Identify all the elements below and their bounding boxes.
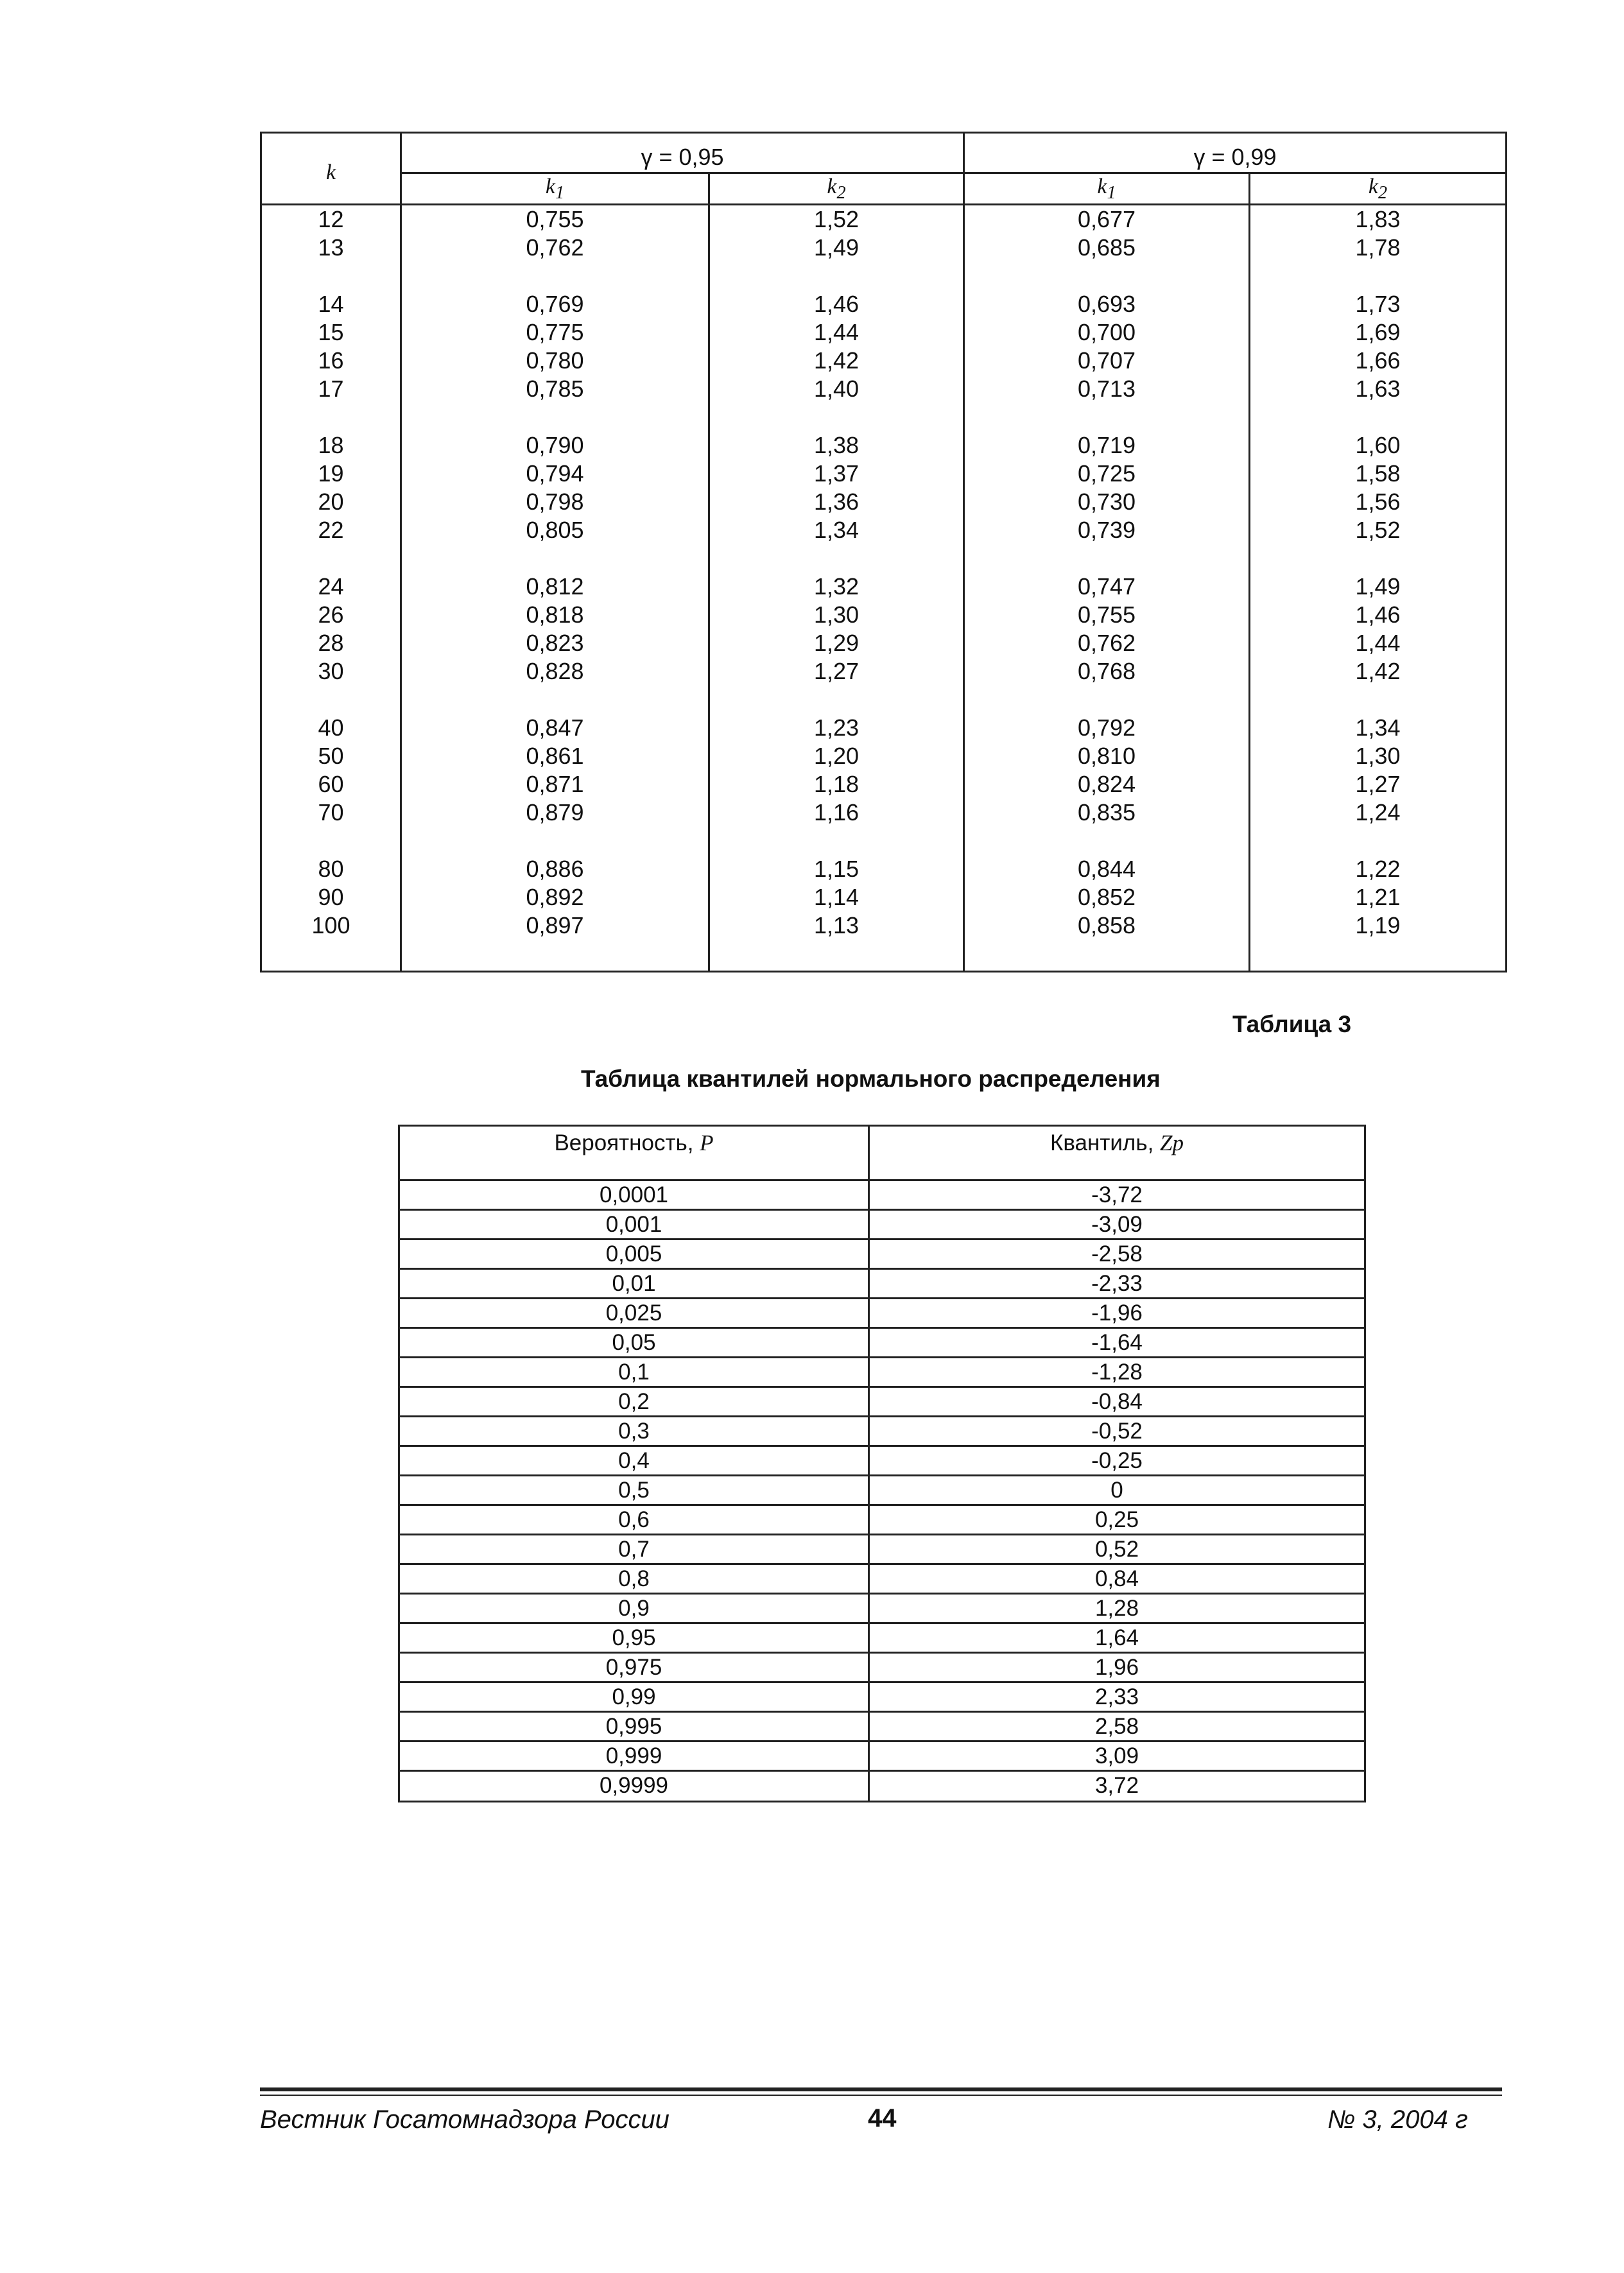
k2-095-value: 1,29 <box>709 629 964 657</box>
page-number: 44 <box>868 2104 897 2132</box>
k2-095-value: 1,38 <box>709 403 964 460</box>
k2-header-099: $k_2$ <box>1250 173 1507 205</box>
footer-rule-thick <box>260 2087 1502 2091</box>
k-value: 26 <box>318 601 344 628</box>
k1-099-value: 0,677 <box>964 204 1250 234</box>
k2-099-value: 1,69 <box>1250 318 1507 347</box>
k-value: 18 <box>318 431 344 458</box>
table-row <box>399 1358 1365 1387</box>
k2-099-value: 1,24 <box>1250 799 1507 827</box>
table-row <box>399 1741 1365 1771</box>
probability-value: 0,9 <box>399 1594 869 1623</box>
k2-095-value: 1,16 <box>709 799 964 827</box>
probability-value: 0,995 <box>399 1712 869 1741</box>
table-row <box>261 657 1507 686</box>
footer-journal-name: Вестник Госатомнадзора России <box>260 2105 669 2134</box>
table-row <box>399 1299 1365 1328</box>
table-row <box>399 1771 1365 1802</box>
k-value: 20 <box>318 488 344 515</box>
k1-099-value: 0,730 <box>964 488 1250 516</box>
probability-header: Вероятность, P <box>399 1126 869 1180</box>
k-value: 15 <box>318 318 344 345</box>
table-row <box>399 1712 1365 1741</box>
k2-099-value: 1,63 <box>1250 375 1507 403</box>
gamma-099-header: γ = 0,99 <box>964 133 1507 173</box>
k-value: 28 <box>318 629 344 656</box>
footer-issue: № 3, 2004 г <box>1327 2105 1468 2134</box>
quantile-value: -3,09 <box>869 1210 1365 1240</box>
quantile-value: -3,72 <box>869 1180 1365 1210</box>
k2-099-value: 1,58 <box>1250 460 1507 488</box>
k2-095-value: 1,27 <box>709 657 964 686</box>
quantile-value: 2,33 <box>869 1682 1365 1712</box>
table-row <box>261 347 1507 375</box>
k2-099-value: 1,73 <box>1250 262 1507 318</box>
k2-099-value: 1,60 <box>1250 403 1507 460</box>
quantile-value: 1,96 <box>869 1653 1365 1682</box>
quantile-value: 3,09 <box>869 1741 1365 1771</box>
table-row <box>399 1328 1365 1358</box>
k-value: 100 <box>311 912 350 938</box>
k-value: 60 <box>318 770 344 797</box>
table-row <box>399 1417 1365 1446</box>
k-value: 70 <box>318 799 344 825</box>
table-row <box>399 1387 1365 1417</box>
table-row <box>261 544 1507 601</box>
probability-value: 0,9999 <box>599 1773 669 1798</box>
table-row <box>261 601 1507 629</box>
k2-095-value: 1,32 <box>709 544 964 601</box>
table-row <box>261 742 1507 770</box>
k2-099-value: 1,22 <box>1250 827 1507 883</box>
table-row <box>261 318 1507 347</box>
k-value: 50 <box>318 742 344 769</box>
table-row <box>261 629 1507 657</box>
table-row <box>261 488 1507 516</box>
k2-095-value: 1,13 <box>709 912 964 972</box>
table-row <box>261 234 1507 262</box>
k2-095-value: 1,18 <box>709 770 964 799</box>
k1-095-value: 0,775 <box>401 318 709 347</box>
quantile-table-body <box>399 1180 1365 1802</box>
probability-value: 0,0001 <box>399 1180 869 1210</box>
k1-099-value: 0,713 <box>964 375 1250 403</box>
quantile-value: -1,96 <box>869 1299 1365 1328</box>
k2-099-value: 1,83 <box>1250 204 1507 234</box>
k2-095-value: 1,46 <box>709 262 964 318</box>
k2-099-value: 1,49 <box>1250 544 1507 601</box>
k1-099-value: 0,700 <box>964 318 1250 347</box>
k2-095-value: 1,49 <box>709 234 964 262</box>
k1-095-value: 0,871 <box>401 770 709 799</box>
k1-099-value: 0,747 <box>964 544 1250 601</box>
k2-095-value: 1,20 <box>709 742 964 770</box>
k-value: 17 <box>318 375 344 402</box>
quantile-value: -2,58 <box>869 1240 1365 1269</box>
k2-095-value: 1,15 <box>709 827 964 883</box>
probability-value: 0,6 <box>399 1505 869 1535</box>
k2-095-value: 1,42 <box>709 347 964 375</box>
coefficients-table-body <box>261 204 1507 971</box>
k1-095-value: 0,769 <box>401 262 709 318</box>
k1-header-095: $k_1$ <box>401 173 709 205</box>
quantile-table <box>398 1125 1366 1802</box>
k1-099-value: 0,762 <box>964 629 1250 657</box>
quantile-value: 0,25 <box>869 1505 1365 1535</box>
k-value: 24 <box>318 573 344 600</box>
k2-095-value: 1,30 <box>709 601 964 629</box>
table-row <box>399 1476 1365 1505</box>
probability-value: 0,3 <box>399 1417 869 1446</box>
table-row <box>399 1653 1365 1682</box>
footer-rule-thin <box>260 2095 1502 2096</box>
table-row <box>399 1594 1365 1623</box>
k2-095-value: 1,36 <box>709 488 964 516</box>
quantile-value: 3,72 <box>869 1771 1365 1802</box>
k2-099-value: 1,34 <box>1250 686 1507 742</box>
k2-095-value: 1,52 <box>709 204 964 234</box>
quantile-value: -0,84 <box>869 1387 1365 1417</box>
table-row <box>261 799 1507 827</box>
table-row <box>399 1240 1365 1269</box>
quantile-value: 2,58 <box>869 1712 1365 1741</box>
k2-099-value: 1,44 <box>1250 629 1507 657</box>
probability-value: 0,05 <box>399 1328 869 1358</box>
table-row <box>399 1564 1365 1594</box>
k1-099-value: 0,858 <box>964 912 1250 972</box>
quantile-value: -1,28 <box>869 1358 1365 1387</box>
probability-value: 0,99 <box>399 1682 869 1712</box>
k1-095-value: 0,812 <box>401 544 709 601</box>
table-row <box>261 460 1507 488</box>
table-row <box>261 770 1507 799</box>
table-row <box>399 1535 1365 1564</box>
k1-095-value: 0,755 <box>401 204 709 234</box>
k-value: 12 <box>318 205 344 232</box>
k1-099-value: 0,852 <box>964 883 1250 912</box>
k1-header-099: $k_1$ <box>964 173 1250 205</box>
quantile-value: 1,64 <box>869 1623 1365 1653</box>
k2-099-value: 1,21 <box>1250 883 1507 912</box>
k1-095-value: 0,823 <box>401 629 709 657</box>
k2-099-value: 1,66 <box>1250 347 1507 375</box>
k1-095-value: 0,818 <box>401 601 709 629</box>
k1-099-value: 0,693 <box>964 262 1250 318</box>
quantile-value: 0 <box>869 1476 1365 1505</box>
k-value: 80 <box>318 855 344 882</box>
table-number: Таблица 3 <box>1232 1011 1352 1037</box>
k2-099-value: 1,19 <box>1250 912 1507 972</box>
probability-value: 0,975 <box>399 1653 869 1682</box>
k2-095-value: 1,40 <box>709 375 964 403</box>
k1-095-value: 0,790 <box>401 403 709 460</box>
k1-099-value: 0,824 <box>964 770 1250 799</box>
probability-value: 0,95 <box>399 1623 869 1653</box>
table-title: Таблица квантилей нормального распределения <box>581 1066 1161 1092</box>
k1-095-value: 0,785 <box>401 375 709 403</box>
table-row <box>399 1269 1365 1299</box>
table-row <box>261 262 1507 318</box>
k2-095-value: 1,23 <box>709 686 964 742</box>
k1-099-value: 0,755 <box>964 601 1250 629</box>
table-row <box>399 1505 1365 1535</box>
k-value: 16 <box>318 347 344 374</box>
k1-095-value: 0,780 <box>401 347 709 375</box>
k1-099-value: 0,844 <box>964 827 1250 883</box>
table-row <box>261 516 1507 544</box>
k2-099-value: 1,42 <box>1250 657 1507 686</box>
table-row <box>261 375 1507 403</box>
probability-value: 0,01 <box>399 1269 869 1299</box>
probability-value: 0,2 <box>399 1387 869 1417</box>
quantile-value: -1,64 <box>869 1328 1365 1358</box>
k-value: 13 <box>318 234 344 261</box>
quantile-value: -2,33 <box>869 1269 1365 1299</box>
k-value: 90 <box>318 883 344 910</box>
table-row <box>261 686 1507 742</box>
k1-095-value: 0,897 <box>401 912 709 972</box>
quantile-value: -0,25 <box>869 1446 1365 1476</box>
table-row <box>261 403 1507 460</box>
probability-value: 0,5 <box>399 1476 869 1505</box>
k-value: 19 <box>318 460 344 487</box>
table-row <box>261 883 1507 912</box>
k2-099-value: 1,56 <box>1250 488 1507 516</box>
k1-099-value: 0,835 <box>964 799 1250 827</box>
k-value: 40 <box>318 714 344 741</box>
k1-099-value: 0,739 <box>964 516 1250 544</box>
k1-095-value: 0,886 <box>401 827 709 883</box>
table-row <box>399 1623 1365 1653</box>
k1-099-value: 0,810 <box>964 742 1250 770</box>
k2-095-value: 1,14 <box>709 883 964 912</box>
k2-095-value: 1,37 <box>709 460 964 488</box>
probability-value: 0,8 <box>399 1564 869 1594</box>
k1-099-value: 0,707 <box>964 347 1250 375</box>
k2-095-value: 1,44 <box>709 318 964 347</box>
probability-value: 0,999 <box>399 1741 869 1771</box>
k1-099-value: 0,725 <box>964 460 1250 488</box>
k1-095-value: 0,828 <box>401 657 709 686</box>
k1-095-value: 0,805 <box>401 516 709 544</box>
k2-099-value: 1,52 <box>1250 516 1507 544</box>
k2-099-value: 1,30 <box>1250 742 1507 770</box>
k2-header-095: $k_2$ <box>709 173 964 205</box>
probability-value: 0,1 <box>399 1358 869 1387</box>
k1-095-value: 0,794 <box>401 460 709 488</box>
probability-value: 0,025 <box>399 1299 869 1328</box>
k2-099-value: 1,78 <box>1250 234 1507 262</box>
k-value: 30 <box>318 657 344 684</box>
coefficients-table <box>260 132 1507 972</box>
gamma-095-header: γ = 0,95 <box>401 133 964 173</box>
k1-099-value: 0,685 <box>964 234 1250 262</box>
k1-095-value: 0,847 <box>401 686 709 742</box>
k2-099-value: 1,27 <box>1250 770 1507 799</box>
probability-value: 0,7 <box>399 1535 869 1564</box>
table-row <box>399 1210 1365 1240</box>
quantile-value: 0,84 <box>869 1564 1365 1594</box>
k-value: 22 <box>318 516 344 543</box>
table-row <box>399 1682 1365 1712</box>
k1-099-value: 0,719 <box>964 403 1250 460</box>
quantile-header: Квантиль, Zp <box>869 1126 1365 1180</box>
k1-099-value: 0,768 <box>964 657 1250 686</box>
k-column-header: k <box>261 133 401 205</box>
k2-095-value: 1,34 <box>709 516 964 544</box>
table-row <box>261 912 1507 972</box>
k1-095-value: 0,798 <box>401 488 709 516</box>
probability-value: 0,005 <box>399 1240 869 1269</box>
probability-value: 0,4 <box>399 1446 869 1476</box>
quantile-value: 1,28 <box>869 1594 1365 1623</box>
k1-095-value: 0,762 <box>401 234 709 262</box>
k1-095-value: 0,879 <box>401 799 709 827</box>
k1-095-value: 0,861 <box>401 742 709 770</box>
table-row <box>399 1180 1365 1210</box>
quantile-value: 0,52 <box>869 1535 1365 1564</box>
k1-099-value: 0,792 <box>964 686 1250 742</box>
probability-value: 0,001 <box>399 1210 869 1240</box>
table-row <box>399 1446 1365 1476</box>
quantile-value: -0,52 <box>869 1417 1365 1446</box>
table-row <box>261 204 1507 234</box>
table-row <box>261 827 1507 883</box>
k1-095-value: 0,892 <box>401 883 709 912</box>
k2-099-value: 1,46 <box>1250 601 1507 629</box>
k-value: 14 <box>318 290 344 317</box>
